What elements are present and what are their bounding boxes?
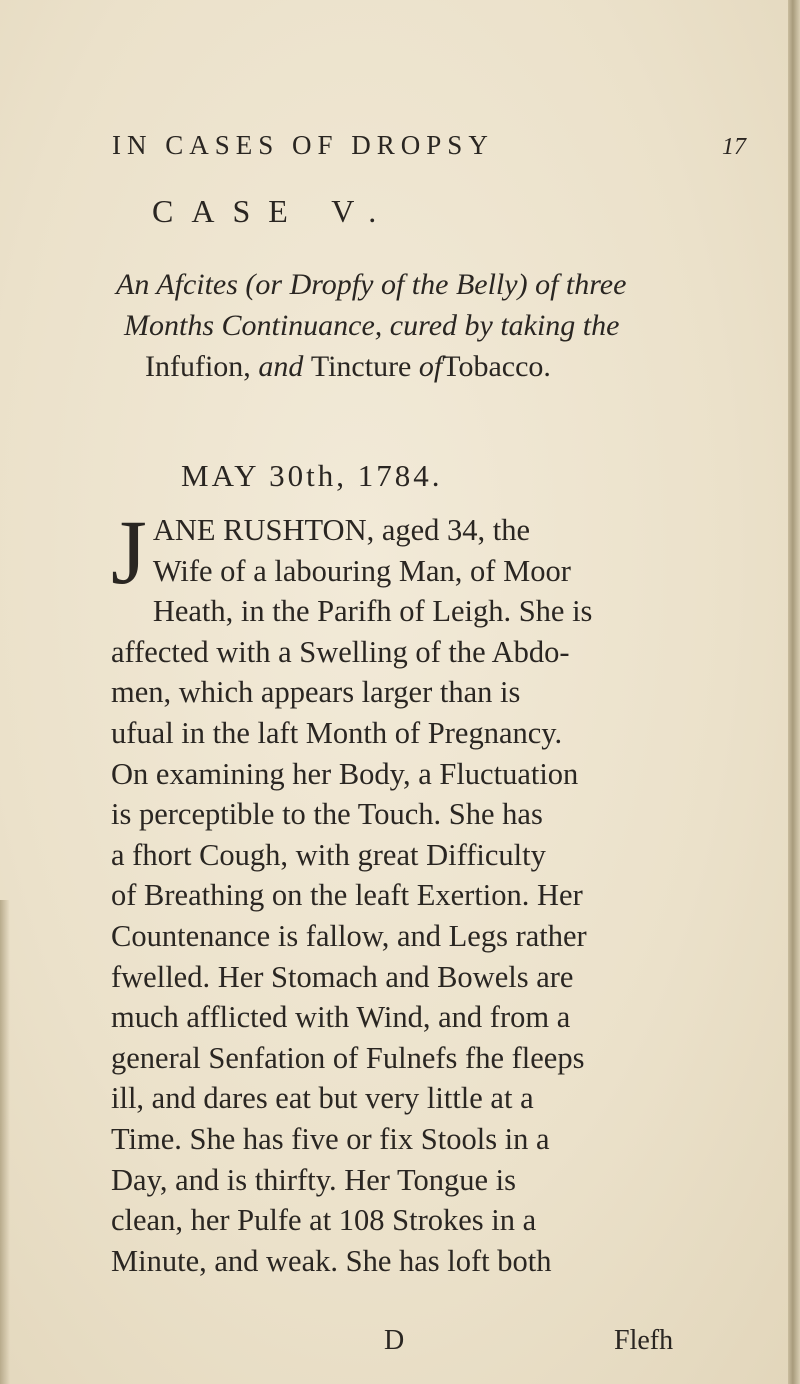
running-head: IN CASES OF DROPSY [112,130,494,160]
subtitle-line: Months Continuance, cured by taking the [124,309,620,342]
text-line: clean, her Pulfe at 108 Strokes in a [111,1203,537,1238]
text-line: men, which appears larger than is [111,675,521,710]
subtitle-part: Tobacco. [442,350,551,383]
text-line: ufual in the laft Month of Pregnancy. [111,715,563,750]
subtitle-part: of [418,350,443,383]
subtitle-line: An Afcites (or Dropfy of the Belly) of three [116,268,627,301]
text-line: is perceptible to the Touch. She has [111,797,543,832]
subtitle-line [116,346,756,387]
text-line: Time. She has five or fix Stools in a [111,1121,550,1156]
drop-cap: J [111,501,147,603]
text-line: fwelled. Her Stomach and Bowels are [111,959,574,994]
case-subtitle [116,264,756,387]
page-edge-right [788,0,800,1384]
case-title: CASE V. [152,193,395,229]
text-line: affected with a Swelling of the Abdo- [111,634,570,669]
subtitle-part: Infufion, [145,350,251,383]
subtitle-part: Tincture [310,350,412,383]
text-line: Wife of a labouring Man, of Moor [152,553,571,588]
case-date: MAY 30th, 1784. [181,458,443,493]
text-line: of Breathing on the leaft Exertion. Her [111,878,583,913]
subtitle-part: and [258,350,304,383]
text-line: ill, and dares eat but very little at a [111,1081,534,1116]
text-line: much afflicted with Wind, and from a [111,1000,571,1035]
text-line: ANE RUSHTON, aged 34, the [152,513,531,547]
body-text [111,501,741,1281]
text-line: general Senfation of Fulnefs fhe fleeps [111,1040,585,1075]
catchword: Flefh [614,1325,674,1356]
page-edge-left [0,900,10,1384]
text-line: Day, and is thirfty. Her Tongue is [111,1162,517,1197]
signature-mark: D [384,1325,405,1356]
text-line: Countenance is fallow, and Legs rather [111,918,587,953]
text-line: a fhort Cough, with great Difficulty [111,837,546,872]
page-number: 17 [722,134,746,160]
text-line: On examining her Body, a Fluctuation [111,756,579,791]
text-line: Minute, and weak. She has loft both [111,1243,552,1278]
text-line: Heath, in the Parifh of Leigh. She is [152,594,593,629]
